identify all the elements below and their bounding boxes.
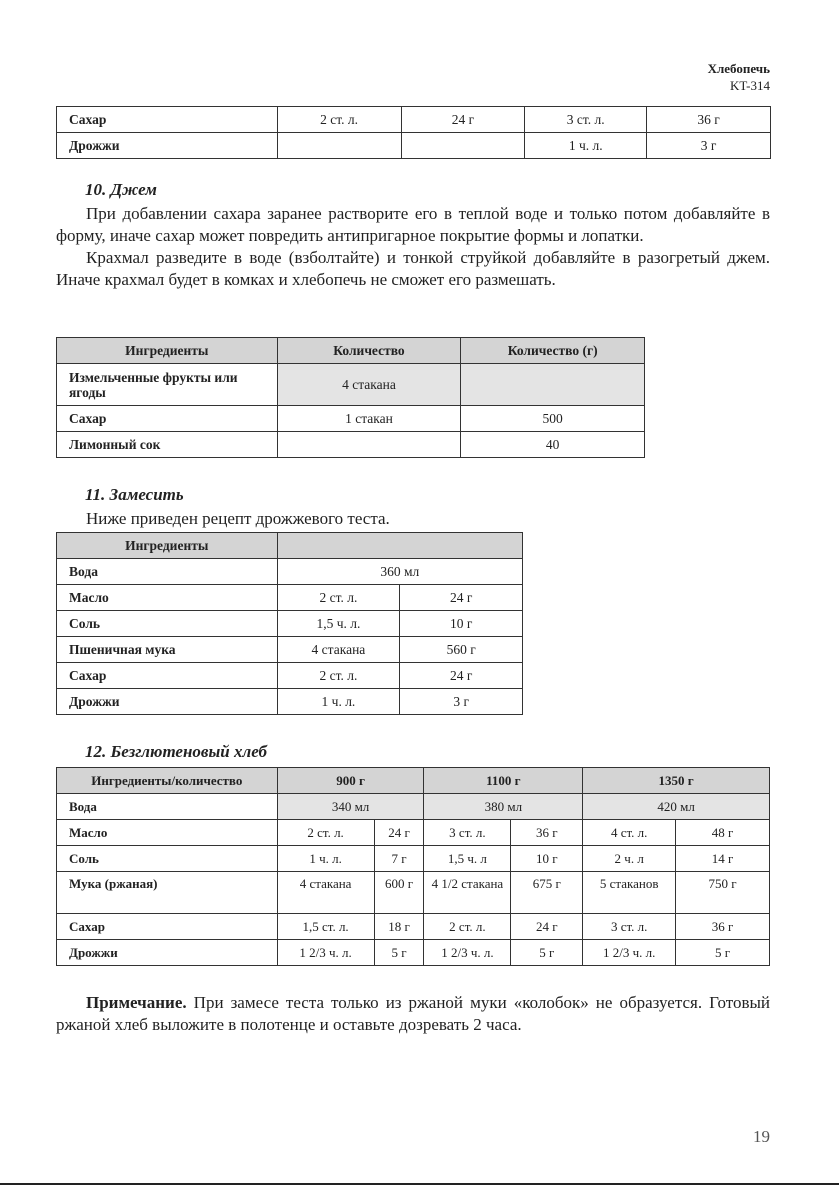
cell: 3 г (647, 133, 771, 159)
column-header: Количество (г) (461, 338, 645, 364)
cell: 24 г (400, 585, 523, 611)
cell: 2 ст. л. (277, 820, 374, 846)
cell: 48 г (676, 820, 770, 846)
section-10-text (56, 203, 770, 291)
row-label: Сахар (57, 663, 278, 689)
bottom-rule (0, 1183, 839, 1185)
cell: 560 г (400, 637, 523, 663)
cell: 4 стакана (277, 637, 400, 663)
cell: 5 г (374, 940, 424, 966)
cell: 5 г (676, 940, 770, 966)
cell: 3 ст. л. (525, 107, 647, 133)
column-header: 1100 г (424, 768, 583, 794)
cell: 4 стакана (277, 872, 374, 914)
cell: 420 мл (583, 794, 770, 820)
paragraph: При добавлении сахара заранее растворите его в теплой воде и только потом добавляйте в форму, иначе сахар может повредить антипригарное покрытие формы и лопатки. (56, 204, 770, 245)
page-number: 19 (753, 1127, 770, 1146)
table-jam (56, 337, 645, 458)
row-label: Пшеничная мука (57, 637, 278, 663)
row-label: Соль (57, 846, 278, 872)
cell: 24 г (401, 107, 525, 133)
row-label: Сахар (57, 406, 278, 432)
cell: 1 ч. л. (277, 846, 374, 872)
column-header: Ингредиенты/количество (57, 768, 278, 794)
table-row (57, 107, 771, 133)
table-top (56, 106, 771, 159)
cell: 4 ст. л. (583, 820, 676, 846)
section-11-title: 11. Замесить (85, 485, 184, 504)
note-text: При замесе теста только из ржаной муки «колобок» не образуется. Готовый ржаной хлеб выложите в полотенце и оставьте дозревать 2 часа. (56, 993, 770, 1034)
cell: 24 г (374, 820, 424, 846)
cell: 750 г (676, 872, 770, 914)
cell: 1,5 ч. л (424, 846, 511, 872)
cell: 1 2/3 ч. л. (583, 940, 676, 966)
cell: 24 г (400, 663, 523, 689)
row-label: Масло (57, 585, 278, 611)
row-label: Соль (57, 611, 278, 637)
cell: 3 ст. л. (583, 914, 676, 940)
cell: 2 ст. л. (277, 107, 401, 133)
cell (277, 133, 401, 159)
table-row (57, 689, 523, 715)
cell: 5 г (511, 940, 583, 966)
cell: 360 мл (277, 559, 522, 585)
row-label: Лимонный сок (57, 432, 278, 458)
row-label: Дрожжи (57, 940, 278, 966)
table-row (57, 820, 770, 846)
table-row (57, 794, 770, 820)
cell (277, 432, 461, 458)
cell: 10 г (511, 846, 583, 872)
cell: 1,5 ст. л. (277, 914, 374, 940)
section-12-title: 12. Безглютеновый хлеб (85, 742, 268, 761)
cell: 10 г (400, 611, 523, 637)
cell: 3 г (400, 689, 523, 715)
cell: 40 (461, 432, 645, 458)
cell: 2 ч. л (583, 846, 676, 872)
note-label: Примечание. (86, 993, 187, 1012)
table-row (57, 611, 523, 637)
row-label: Вода (57, 794, 278, 820)
row-label: Вода (57, 559, 278, 585)
cell: 675 г (511, 872, 583, 914)
paragraph: Крахмал разведите в воде (взболтайте) и тонкой струйкой добавляйте в разогретый джем. Иначе крахмал будет в комках и хлебопечь не сможет его размешать. (56, 248, 770, 289)
table-row (57, 637, 523, 663)
model-name: KT-314 (730, 78, 770, 93)
cell: 4 стакана (277, 364, 461, 406)
table-row (57, 432, 645, 458)
cell: 36 г (676, 914, 770, 940)
cell: 340 мл (277, 794, 424, 820)
cell: 5 стаканов (583, 872, 676, 914)
column-header: Ингредиенты (57, 338, 278, 364)
page-header (708, 60, 770, 94)
table-row (57, 406, 645, 432)
cell: 500 (461, 406, 645, 432)
table-row (57, 663, 523, 689)
paragraph: Ниже приведен рецепт дрожжевого теста. (86, 509, 390, 528)
row-label: Сахар (57, 914, 278, 940)
cell (461, 364, 645, 406)
row-label: Измельченные фрукты или ягоды (57, 364, 278, 406)
table-row (57, 133, 771, 159)
table-row (57, 940, 770, 966)
table-row (57, 585, 523, 611)
cell: 600 г (374, 872, 424, 914)
cell: 2 ст. л. (277, 663, 400, 689)
cell: 1 ч. л. (277, 689, 400, 715)
row-label: Масло (57, 820, 278, 846)
column-header: 900 г (277, 768, 424, 794)
cell: 2 ст. л. (424, 914, 511, 940)
column-header-empty (277, 533, 522, 559)
column-header: Количество (277, 338, 461, 364)
cell: 4 1/2 стакана (424, 872, 511, 914)
table-header-row (57, 338, 645, 364)
cell: 24 г (511, 914, 583, 940)
cell: 1 стакан (277, 406, 461, 432)
cell: 380 мл (424, 794, 583, 820)
table-header-row (57, 768, 770, 794)
table-row (57, 846, 770, 872)
cell: 7 г (374, 846, 424, 872)
cell: 1 ч. л. (525, 133, 647, 159)
table-row (57, 364, 645, 406)
cell: 14 г (676, 846, 770, 872)
note (56, 992, 770, 1036)
row-label: Дрожжи (57, 689, 278, 715)
cell: 1,5 ч. л. (277, 611, 400, 637)
table-gluten-free (56, 767, 770, 966)
cell: 1 2/3 ч. л. (424, 940, 511, 966)
cell: 3 ст. л. (424, 820, 511, 846)
section-11-text (56, 508, 770, 530)
table-row (57, 872, 770, 914)
cell (401, 133, 525, 159)
column-header: Ингредиенты (57, 533, 278, 559)
row-label: Мука (ржаная) (57, 872, 278, 914)
row-label: Дрожжи (57, 133, 278, 159)
brand-name: Хлебопечь (707, 61, 770, 76)
cell: 1 2/3 ч. л. (277, 940, 374, 966)
table-row (57, 559, 523, 585)
table-dough (56, 532, 523, 715)
column-header: 1350 г (583, 768, 770, 794)
row-label: Сахар (57, 107, 278, 133)
table-header-row (57, 533, 523, 559)
cell: 36 г (511, 820, 583, 846)
cell: 18 г (374, 914, 424, 940)
section-10-title: 10. Джем (85, 180, 157, 199)
cell: 36 г (647, 107, 771, 133)
table-row (57, 914, 770, 940)
cell: 2 ст. л. (277, 585, 400, 611)
